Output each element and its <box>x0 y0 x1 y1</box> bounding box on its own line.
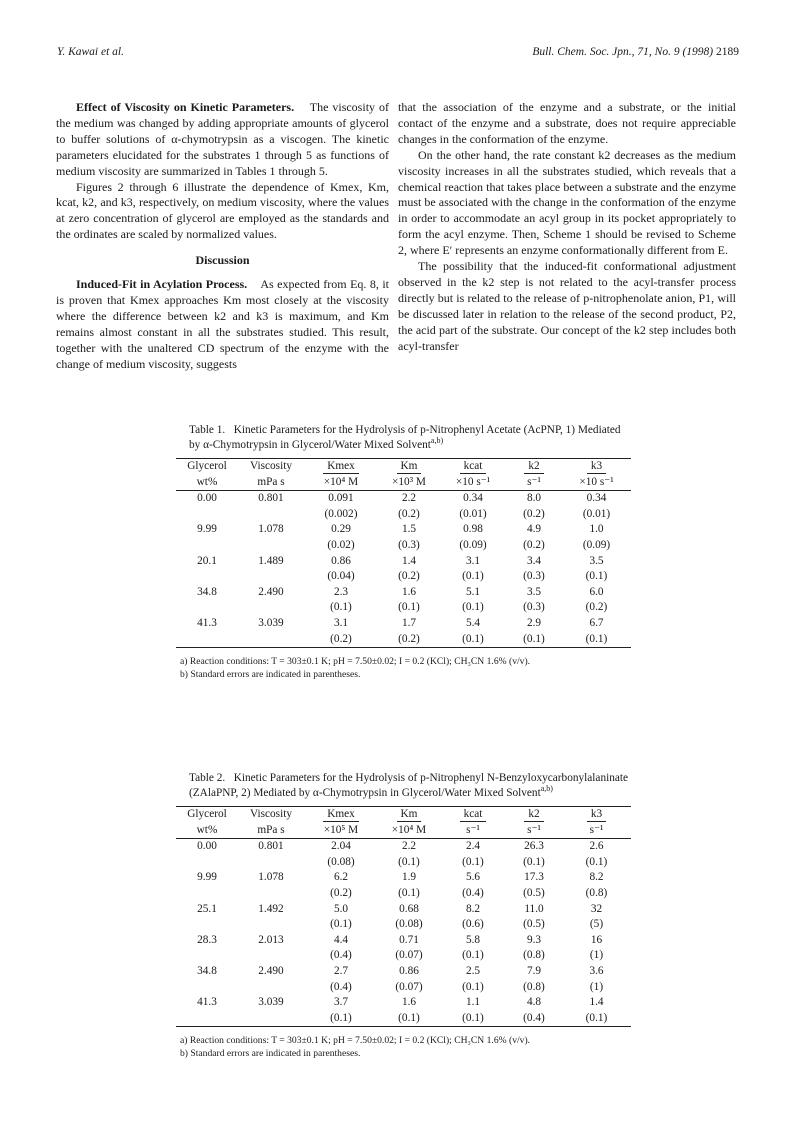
table-cell: 5.6 <box>465 871 481 884</box>
table-cell: 0.34 <box>586 492 607 505</box>
table2-cell <box>378 807 440 823</box>
table-cell: 0.68 <box>399 902 419 915</box>
table-1-caption <box>189 423 629 452</box>
table-row <box>176 917 631 933</box>
table-cell: 3.5 <box>526 585 542 598</box>
table-cell: 2.4 <box>465 840 481 853</box>
table-cell: (0.07) <box>395 980 423 993</box>
table-cell: 34.8 <box>197 585 217 598</box>
table-row <box>176 902 631 918</box>
table-cell: (0.1) <box>462 949 484 962</box>
paragraph-viscosity-body: The viscosity of the medium was changed by adding appropriate amounts of glycerol to buffer solutions of α-chymotrypsin as a viscogen. The kinetic parameters elucidated for the substrates 1 through 5 as functions of medium viscosity are summarized in Tables 1 through 5. <box>56 100 389 178</box>
table1-header-cell: ×10 s⁻¹ <box>455 475 491 488</box>
table-cell: (0.8) <box>585 886 608 899</box>
table1-header-cell: wt% <box>196 475 218 488</box>
table1-cell <box>440 459 506 475</box>
table2-header-cell: k2 <box>524 808 543 822</box>
table1-header-cell: mPa s <box>257 475 285 488</box>
table-cell: (0.3) <box>398 538 420 551</box>
paragraph-association: that the association of the enzyme and a substrate, or the initial contact of the enzyme and a substrate, does not require appreciable changes in the conformation of the enzyme. <box>398 100 736 146</box>
table-cell: 0.29 <box>331 523 351 536</box>
table-cell: (0.2) <box>330 886 352 899</box>
table-row <box>176 616 631 632</box>
table-cell: (0.1) <box>462 855 484 868</box>
running-head-authors: Y. Kawai et al. <box>57 46 124 58</box>
table-cell: 1.4 <box>589 996 604 1009</box>
table2-cell <box>440 807 506 823</box>
table1-cell <box>440 475 506 491</box>
table1-cell <box>506 459 562 475</box>
table-cell: 2.5 <box>465 964 481 977</box>
table-cell: (0.002) <box>324 507 358 520</box>
table-cell: 9.3 <box>526 933 542 946</box>
table-cell: 5.1 <box>465 585 481 598</box>
table-cell: (0.6) <box>462 918 484 931</box>
table1-cell <box>176 459 238 475</box>
table-cell <box>238 948 304 964</box>
table-cell <box>238 886 304 902</box>
table-cell: (0.09) <box>459 538 487 551</box>
table1-header-cell: ×10⁴ M <box>323 475 359 488</box>
table-cell <box>176 538 238 554</box>
table-2-note-a: a) Reaction conditions: T = 303±0.1 K; pH = 7.50±0.02; I = 0.2 (KCl); CH₃CN 1.6% (v/v). <box>180 1035 531 1047</box>
section-heading-induced-fit: Induced-Fit in Acylation Process. <box>76 277 248 292</box>
table-cell: (0.1) <box>562 632 631 648</box>
paragraph-rate-constant: On the other hand, the rate constant k2 decreases as the medium viscosity increases in all the substrates studied, which reveals that a chemical reaction that takes place between a substrate and the enzyme must be associated with the change in the conformation of the enzyme in order to accommodate an acyl group in its pocket appropriately to form the acyl enzyme. Then, Scheme 1 should be revised to Scheme 2, where E′ represents an enzyme conformationally different from E. <box>398 147 736 258</box>
table-cell: (0.1) <box>398 601 420 614</box>
table-2-label: Table 2. <box>189 772 226 784</box>
journal-name: Bull. Chem. Soc. Jpn., <box>532 46 635 58</box>
table-cell: 2.013 <box>258 933 284 946</box>
table-cell: 2.04 <box>331 840 351 853</box>
table-cell: 1.9 <box>401 871 417 884</box>
table-cell: 9.99 <box>197 871 217 884</box>
table-cell: (0.2) <box>585 601 608 614</box>
section-heading-viscosity: Effect of Viscosity on Kinetic Parameters. <box>76 100 295 114</box>
table-row <box>176 569 631 585</box>
table-cell: 3.5 <box>589 554 604 567</box>
table-2-caption <box>189 771 629 800</box>
paragraph-figures: Figures 2 through 6 illustrate the dependence of Kmex, Km, kcat, k2, and k3, respectively, on medium viscosity, where the values at zero concentration of glycerol are employed as the standards and the ordinates are scaled by normalized values. <box>56 179 389 242</box>
table-cell: 0.091 <box>328 492 354 505</box>
table2-cell <box>304 807 378 823</box>
table-cell: (0.1) <box>562 1011 631 1027</box>
table1-cell <box>238 475 304 491</box>
table-cell: (0.08) <box>327 855 355 868</box>
table-row <box>176 855 631 871</box>
table1-h1-row <box>176 459 631 475</box>
table-cell: 1.078 <box>258 523 284 536</box>
table-cell: (0.8) <box>523 949 545 962</box>
table2-header-cell: kcat <box>460 808 487 822</box>
table-cell: 4.9 <box>526 523 542 536</box>
table-cell: (0.1) <box>330 918 352 931</box>
table-cell: (0.2) <box>304 632 378 648</box>
table-cell: 2.2 <box>401 492 417 505</box>
table-cell: (0.2) <box>378 632 440 648</box>
table1-header-cell: kcat <box>460 460 487 474</box>
table2-cell <box>176 807 238 823</box>
table-cell: 2.490 <box>258 964 284 977</box>
table-cell: 1.6 <box>401 585 417 598</box>
table-cell: (0.2) <box>398 507 420 520</box>
table-cell: (0.07) <box>395 949 423 962</box>
table1-header-cell: k2 <box>524 460 543 474</box>
table1-cell <box>562 475 631 491</box>
table-cell: (0.09) <box>582 538 611 551</box>
table1-header-cell: ×10 s⁻¹ <box>579 475 614 488</box>
table-cell: 2.2 <box>401 840 417 853</box>
table-cell: 5.8 <box>465 933 481 946</box>
table-cell: 3.1 <box>465 554 481 567</box>
table-cell: (0.02) <box>327 538 355 551</box>
table2-header-cell: Glycerol <box>187 808 227 820</box>
page-number: 2189 <box>716 46 739 58</box>
table-2 <box>180 771 631 1060</box>
table-row <box>176 980 631 996</box>
table-cell: (1) <box>589 980 604 993</box>
table-cell: (0.1) <box>462 980 484 993</box>
table-cell: 5.4 <box>465 616 481 629</box>
table-cell: 0.98 <box>463 523 483 536</box>
table-row <box>176 948 631 964</box>
table-cell: (0.01) <box>459 507 487 520</box>
table-cell: (0.2) <box>398 570 420 583</box>
table-row <box>176 995 631 1011</box>
table-cell <box>176 980 238 996</box>
table-cell: (0.4) <box>506 1011 562 1027</box>
table-cell: (0.08) <box>395 918 423 931</box>
table-cell: (0.2) <box>523 538 545 551</box>
table-row <box>176 933 631 949</box>
table2-header-cell: mPa s <box>257 823 285 836</box>
table1-header-cell: Km <box>397 460 422 474</box>
table1-cell <box>378 459 440 475</box>
table-1-notes <box>176 656 631 681</box>
table-2-grid <box>176 806 631 1027</box>
table-1-caption-footnote-mark: a,b) <box>430 435 444 445</box>
table-cell: 28.3 <box>197 933 217 946</box>
table-row <box>176 522 631 538</box>
left-column <box>56 100 389 373</box>
table-cell: (0.8) <box>523 980 545 993</box>
table-cell: 6.7 <box>589 616 604 629</box>
table1-h2-row <box>176 475 631 491</box>
table-cell: 3.6 <box>589 964 604 977</box>
table2-header-cell: s⁻¹ <box>527 823 541 836</box>
table-cell: 2.7 <box>333 964 349 977</box>
table-cell: 41.3 <box>197 996 217 1009</box>
table-cell: (0.1) <box>440 632 506 648</box>
table-cell: (0.1) <box>440 1011 506 1027</box>
table2-cell <box>238 807 304 823</box>
table-cell: 26.3 <box>524 840 544 853</box>
table-cell: 0.34 <box>463 492 483 505</box>
running-head-journal <box>532 46 739 58</box>
table-2-caption-footnote-mark: a,b) <box>540 783 553 793</box>
journal-volume: 71, <box>637 46 652 58</box>
table-cell: 3.039 <box>258 616 284 629</box>
table-cell <box>176 917 238 933</box>
table2-cell <box>562 823 631 839</box>
table-row <box>176 491 631 507</box>
table-cell: 1.492 <box>258 902 284 915</box>
table-cell: 0.86 <box>399 964 419 977</box>
table-cell: 1.4 <box>401 554 417 567</box>
right-column <box>398 100 736 355</box>
table2-header-cell: Viscosity <box>250 808 292 820</box>
table1-cell <box>304 459 378 475</box>
table-cell <box>176 600 238 616</box>
table2-cell <box>440 823 506 839</box>
table-cell: (0.4) <box>330 949 352 962</box>
table-cell: 2.9 <box>526 616 542 629</box>
table2-h1-row <box>176 807 631 823</box>
table-cell <box>238 600 304 616</box>
table-cell: 3.1 <box>333 616 349 629</box>
table2-header-cell: k3 <box>587 808 606 822</box>
table-cell <box>176 948 238 964</box>
table-cell: 2.6 <box>589 840 604 853</box>
table-cell: 0.801 <box>258 840 284 853</box>
table-cell: (0.1) <box>398 886 420 899</box>
paragraph-possibility: The possibility that the induced-fit conformational adjustment observed in the k2 step is not related to the acyl-transfer process directly but is related to the release of p-nitrophenolate anion, P1, will be discussed later in relation to the release of the second product, P2, the acid part of the substrate. Our concept of the k2 step includes both acyl-transfer <box>398 259 736 353</box>
table2-h2-row <box>176 823 631 839</box>
table-cell: 7.9 <box>526 964 542 977</box>
table2-cell <box>176 823 238 839</box>
table-cell <box>238 980 304 996</box>
table-row <box>176 839 631 855</box>
table-cell: 32 <box>590 902 603 915</box>
table-cell: 6.0 <box>589 585 604 598</box>
table-cell: (0.1) <box>523 855 545 868</box>
table-cell: 34.8 <box>197 964 217 977</box>
table-cell: (0.1) <box>378 1011 440 1027</box>
table-cell: (0.1) <box>462 601 484 614</box>
table-cell: (0.4) <box>330 980 352 993</box>
table-1-note-b: b) Standard errors are indicated in parentheses. <box>180 668 361 680</box>
table-cell: 1.1 <box>465 996 481 1009</box>
table-cell: (5) <box>589 918 604 931</box>
journal-issue: No. 9 (1998) <box>654 46 714 58</box>
table-cell: 11.0 <box>524 902 544 915</box>
paragraph-viscosity <box>56 100 389 180</box>
table-cell: (0.3) <box>523 601 545 614</box>
table-cell <box>238 569 304 585</box>
table-cell <box>238 538 304 554</box>
table1-header-cell: Glycerol <box>187 460 227 472</box>
table-cell: (0.04) <box>327 570 355 583</box>
table2-header-cell: ×10⁴ M <box>391 823 427 836</box>
table2-header-cell: wt% <box>196 823 218 836</box>
table-cell: 5.0 <box>333 902 349 915</box>
table1-cell <box>378 475 440 491</box>
table-row <box>176 886 631 902</box>
table-row <box>176 870 631 886</box>
table-cell: (0.3) <box>523 570 545 583</box>
table1-cell <box>506 475 562 491</box>
table-2-note-b: b) Standard errors are indicated in parentheses. <box>180 1047 361 1059</box>
table-cell: 0.00 <box>197 492 217 505</box>
table-row <box>176 600 631 616</box>
table-cell: 1.489 <box>258 554 284 567</box>
table-cell: (0.2) <box>523 507 545 520</box>
table-cell: (0.1) <box>585 855 608 868</box>
table-cell: 1.0 <box>589 523 604 536</box>
table-cell: (0.1) <box>506 632 562 648</box>
table-2-notes <box>176 1035 631 1060</box>
table-cell: 4.4 <box>333 933 349 946</box>
table-cell: (0.1) <box>462 570 484 583</box>
table2-cell <box>562 807 631 823</box>
table-cell: 1.078 <box>258 871 284 884</box>
table-cell <box>176 855 238 871</box>
table2-cell <box>506 823 562 839</box>
table-cell: (1) <box>589 949 604 962</box>
table-row <box>176 554 631 570</box>
table-cell: 3.7 <box>333 996 349 1009</box>
table-1-label: Table 1. <box>189 424 226 436</box>
table-cell: 25.1 <box>197 902 217 915</box>
table-cell <box>238 632 304 648</box>
table-cell: (0.1) <box>330 601 352 614</box>
table-cell <box>238 917 304 933</box>
table-row <box>176 585 631 601</box>
table-cell: 0.801 <box>258 492 284 505</box>
table1-header-cell: k3 <box>587 460 606 474</box>
table-cell: 2.490 <box>258 585 284 598</box>
table-cell: (0.4) <box>462 886 484 899</box>
table1-cell <box>238 459 304 475</box>
table-2-caption-text: Kinetic Parameters for the Hydrolysis of p-Nitrophenyl N-Benzyloxycarbonylalaninate (ZAlaPNP, 2) Mediated by α-Chymotrypsin in Glycerol/Water Mixed Solvent <box>189 772 629 799</box>
table1-header-cell: Viscosity <box>250 460 292 472</box>
table-cell: (0.1) <box>398 855 420 868</box>
table-cell: 3.4 <box>526 554 542 567</box>
table-cell: 1.5 <box>401 523 417 536</box>
table-cell: 2.3 <box>333 585 349 598</box>
table2-cell <box>378 823 440 839</box>
table-row <box>176 1011 631 1027</box>
table-1-grid <box>176 458 631 648</box>
table1-cell <box>304 475 378 491</box>
table-cell: 0.71 <box>399 933 419 946</box>
table-cell: (0.01) <box>582 507 611 520</box>
table-cell: 20.1 <box>197 554 217 567</box>
table-cell: 6.2 <box>333 871 349 884</box>
table-cell: 1.7 <box>401 616 417 629</box>
table-cell: 8.0 <box>526 492 542 505</box>
table2-cell <box>304 823 378 839</box>
section-heading-discussion: Discussion <box>195 253 250 268</box>
table-cell <box>238 855 304 871</box>
table1-header-cell: ×10³ M <box>392 475 426 488</box>
table1-header-cell: s⁻¹ <box>527 475 541 488</box>
table-cell <box>238 507 304 523</box>
table-cell: (0.1) <box>304 1011 378 1027</box>
table-cell: 1.6 <box>401 996 417 1009</box>
table-cell: 4.8 <box>526 996 542 1009</box>
table-cell: (0.1) <box>585 570 608 583</box>
table-cell: 8.2 <box>465 902 481 915</box>
table-row <box>176 964 631 980</box>
table-cell <box>176 569 238 585</box>
table-cell: 8.2 <box>589 871 604 884</box>
table-1 <box>180 423 631 681</box>
table-row <box>176 632 631 648</box>
table-cell: 3.039 <box>258 996 284 1009</box>
table-cell: 0.86 <box>331 554 351 567</box>
table-cell: 0.00 <box>197 840 217 853</box>
table-cell: (0.5) <box>523 918 545 931</box>
paragraph-induced-fit-body: As expected from Eq. 8, it is proven that Kmex approaches Km most closely at the viscosity where the difference between k2 and k3 is maximum, and Km remains almost constant in all the substrates studied. This result, together with the unaltered CD spectrum of the enzyme with the change of medium viscosity, suggests <box>56 277 389 371</box>
table-cell <box>176 1011 238 1027</box>
table2-cell <box>506 807 562 823</box>
table-cell <box>238 1011 304 1027</box>
table1-header-cell: Kmex <box>323 460 359 474</box>
table-cell <box>176 507 238 523</box>
table-cell: 16 <box>590 933 603 946</box>
table-cell <box>176 886 238 902</box>
table2-cell <box>238 823 304 839</box>
table1-cell <box>176 475 238 491</box>
table-cell: (0.5) <box>523 886 545 899</box>
table2-header-cell: Km <box>397 808 422 822</box>
table-row <box>176 507 631 523</box>
table-cell: 17.3 <box>524 871 544 884</box>
table-1-caption-text: Kinetic Parameters for the Hydrolysis of p-Nitrophenyl Acetate (AcPNP, 1) Mediated by α-Chymotrypsin in Glycerol/Water Mixed Solvent <box>189 424 621 451</box>
table-cell: 9.99 <box>197 523 217 536</box>
table-cell <box>176 632 238 648</box>
table2-header-cell: s⁻¹ <box>589 823 604 836</box>
paragraph-induced-fit <box>56 277 389 372</box>
table2-header-cell: s⁻¹ <box>466 823 480 836</box>
table2-header-cell: Kmex <box>323 808 359 822</box>
table-row <box>176 538 631 554</box>
table-1-note-a: a) Reaction conditions: T = 303±0.1 K; pH = 7.50±0.02; I = 0.2 (KCl); CH₃CN 1.6% (v/v). <box>180 656 531 668</box>
table-cell: 41.3 <box>197 616 217 629</box>
table1-cell <box>562 459 631 475</box>
table2-header-cell: ×10⁵ M <box>323 823 359 836</box>
